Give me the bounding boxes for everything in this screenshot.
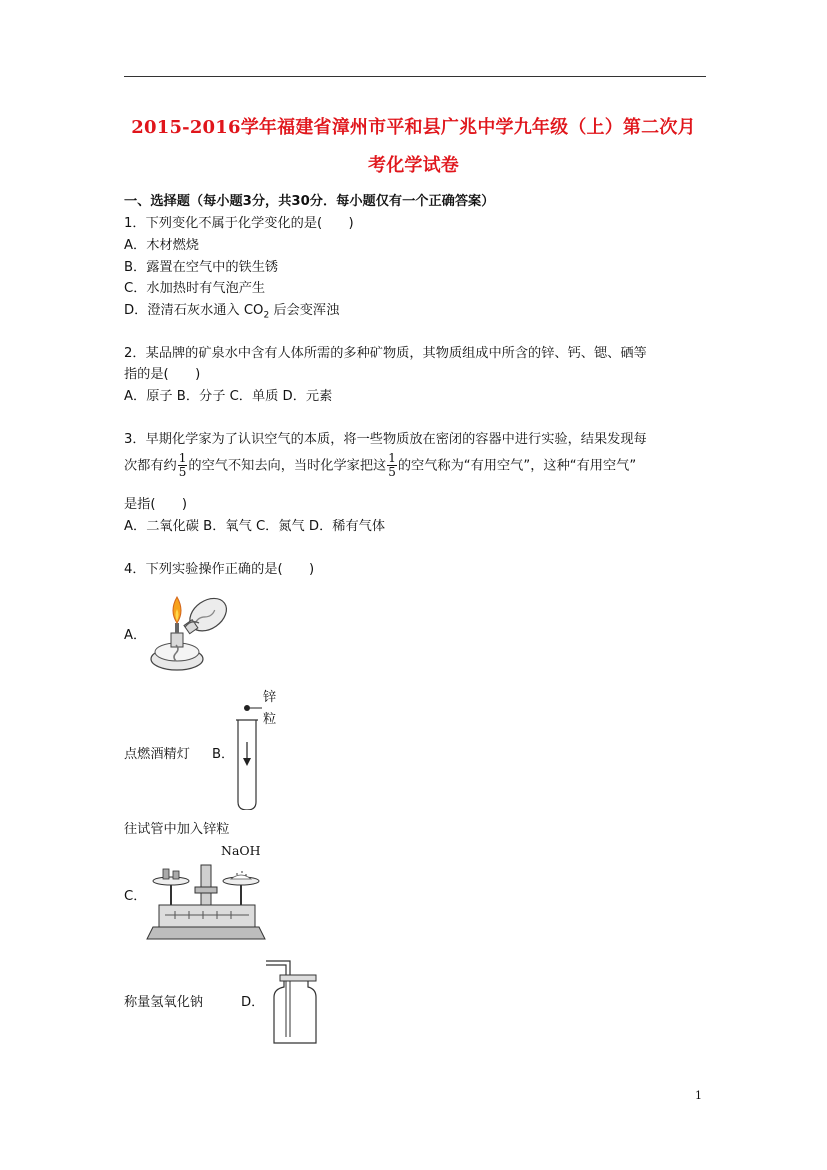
q1-option-d [124, 299, 339, 321]
co2-subscript: 2 [263, 310, 270, 321]
header-rule [124, 76, 706, 77]
q3-text-c: 的空气称为“有用空气”，这种“有用空气” [397, 458, 637, 474]
q1-option-d-text: D．澄清石灰水通入 CO [124, 303, 264, 318]
naoh-label: NaOH [221, 843, 261, 858]
q3-text-b: 的空气不知去向，当时化学家把这 [188, 458, 387, 474]
gas-bottle-figure [262, 953, 324, 1046]
q2-stem-line2: 指的是( ) [124, 367, 201, 382]
q1-stem: 1．下列变化不属于化学变化的是( ) [124, 216, 354, 231]
zinc-label-1: 锌 [263, 690, 277, 705]
alcohol-lamp-lighting-figure [145, 585, 230, 677]
fraction-one-fifth [178, 452, 188, 479]
q4-option-c-caption: 称量氢氧化钠 [124, 995, 204, 1010]
zinc-label-2: 粒 [263, 712, 277, 727]
q1-option-b: B．露置在空气中的铁生锈 [124, 260, 279, 275]
q2-stem-line1: 2．某品牌的矿泉水中含有人体所需的多种矿物质，其物质组成中所含的锌、钙、锶、硒等 [124, 346, 647, 361]
q4-stem: 4．下列实验操作正确的是( ) [124, 562, 315, 577]
q4-option-a-label: A． [124, 628, 147, 643]
fraction-numerator: 1 [178, 451, 187, 465]
q4-option-b-caption: 往试管中加入锌粒 [124, 822, 230, 837]
q3-stem-line1: 3．早期化学家为了认识空气的本质，将一些物质放在密闭的容器中进行实验，结果发现每 [124, 432, 647, 447]
fraction-numerator-2: 1 [388, 451, 396, 465]
q3-text-a: 次都有约 [124, 458, 177, 474]
q3-stem-line2 [124, 452, 636, 479]
fraction-one-fifth-2 [387, 452, 397, 479]
q3-options: A．二氧化碳 B．氧气 C．氮气 D．稀有气体 [124, 519, 386, 534]
page-number: 1 [695, 1089, 702, 1102]
q2-options: A．原子 B．分子 C．单质 D．元素 [124, 389, 333, 404]
fraction-denominator-2: 5 [388, 465, 396, 479]
q4-option-a-caption: 点燃酒精灯 [124, 747, 190, 762]
fraction-denominator: 5 [178, 465, 187, 479]
exam-title-line2: 考化学试卷 [368, 155, 459, 176]
q4-option-d-label: D． [241, 995, 265, 1010]
q4-option-c-label: C． [124, 889, 147, 904]
q3-stem-line3: 是指( ) [124, 497, 188, 512]
q1-option-a: A．木材燃烧 [124, 238, 199, 253]
q4-option-b-label: B． [212, 747, 235, 762]
section-heading: 一、选择题（每小题3分，共30分．每小题仅有一个正确答案） [124, 194, 495, 209]
balance-scale-figure [145, 857, 267, 941]
q1-option-c: C．水加热时有气泡产生 [124, 281, 266, 296]
q1-option-d-tail: 后会变浑浊 [269, 303, 340, 318]
exam-title-line1: 2015-2016学年福建省漳州市平和县广兆中学九年级（上）第二次月 [131, 117, 696, 138]
